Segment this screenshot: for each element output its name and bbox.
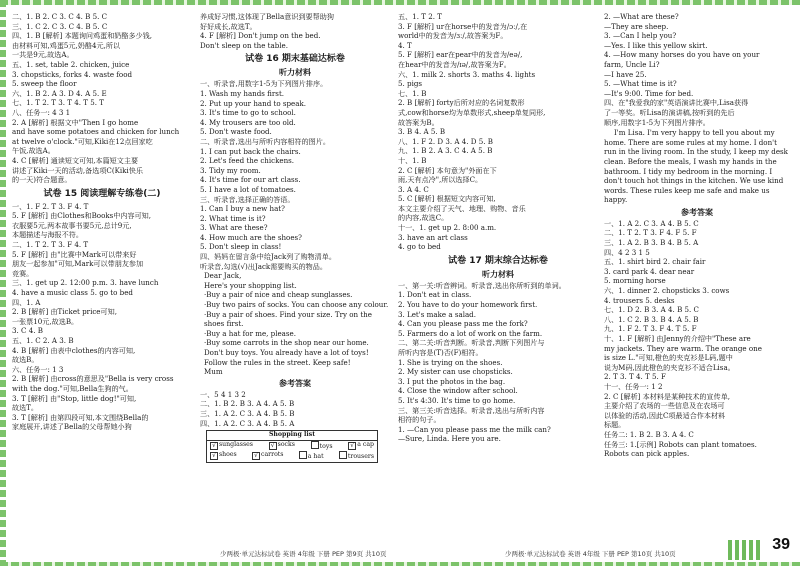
shopping-item-label: shoes xyxy=(219,451,237,459)
col4-listening xyxy=(604,12,790,127)
text-line: 五、1. shirt bird 2. chair fair xyxy=(604,257,706,267)
text-line: 4. C [解析] 通读短文可知,本篇短文主要 xyxy=(12,155,139,165)
text-line: 衣服要5元,两本故事书要5元,总计9元, xyxy=(12,220,132,230)
text-line: at twelve o'clock."可知,Kiki在12点回家吃 xyxy=(12,136,153,146)
text-line: 说为M码,因此橙色的夹克衫不适合Lisa。 xyxy=(604,362,735,372)
text-line: 5. sweep the floor xyxy=(12,79,77,89)
lisa-speech: I'm Lisa. I'm very happy to tell you about my home. There are some rules at my home. I don't run in the living room. In the study, I keep my desk clean. Before the meals, I wash my hands in the bathroom. I tidy my bedroom in the morning. I don't touch hot things in the kitchen. We use kind words. These rules keep me safe and make us happy. xyxy=(604,128,788,205)
text-line: 三、1. C 2. C 3. C 4. B 5. C xyxy=(12,21,108,31)
text-line: —Yes. I like this yellow skirt. xyxy=(604,40,708,50)
text-line: 顺序,用数字1-5为下列图片排序。 xyxy=(604,117,710,127)
text-line: 5. pigs xyxy=(398,79,423,89)
text-line: —They are sheep. xyxy=(604,21,669,31)
footer-right: 少两极·单元达标试卷 英语 4年级 下册 PEP 第10页 共10页 xyxy=(505,550,676,558)
text-line: —It's 9:00. Time for bed. xyxy=(604,88,694,98)
text-line: 3. What are these? xyxy=(200,223,268,233)
text-line: 午饭,故选A。 xyxy=(12,146,55,156)
text-line: 五、1. T 2. T xyxy=(398,12,442,21)
text-line: 3. B 4. A 5. B xyxy=(398,127,446,137)
text-line: 5. Farmers do a lot of work on the farm. xyxy=(398,328,543,338)
shopping-item-label: sunglasses xyxy=(219,440,253,448)
shopping-item xyxy=(311,441,333,452)
text-line: 5. Don't sleep in class! xyxy=(200,242,282,252)
text-line: 五、1. set, table 2. chicken, juice xyxy=(12,59,130,69)
test16-title: 试卷 16 期末基础达标卷 xyxy=(245,54,345,65)
text-line: 1. Can I buy a new hat? xyxy=(200,204,285,214)
text-line: 十、1. B xyxy=(398,155,427,165)
text-line: 竞赛。 xyxy=(12,268,34,278)
text-line: 3. It's time to go to school. xyxy=(200,108,296,118)
col1-answers xyxy=(12,12,192,185)
text-line: 任务二: 1. B 2. B 3. A 4. C xyxy=(604,429,694,439)
shopping-item xyxy=(299,451,324,462)
text-line: 4. have a music class 5. go to bed xyxy=(12,288,133,298)
note-line: ·Buy a pair of nice and cheap sunglasses. xyxy=(204,290,353,300)
test15-title: 试卷 15 阅读理解专练卷(二) xyxy=(43,188,161,199)
text-line: 4. Can you please pass me the fork? xyxy=(398,319,528,329)
text-line: 十、1. F [解析] 由Jenny的介绍中"These are xyxy=(604,334,751,343)
decorative-top-border xyxy=(0,0,800,5)
text-line: 三、1. get up 2. 12:00 p.m. 3. have lunch xyxy=(12,278,159,288)
test16-answers-heading: 参考答案 xyxy=(279,378,311,388)
test17-answers-heading: 参考答案 xyxy=(681,207,713,217)
column-2 xyxy=(200,12,390,465)
text-line: with the dog."可知,Bella生狗的气。 xyxy=(12,383,133,393)
text-line: 六、任务一: 1 3 xyxy=(12,364,64,374)
text-line: 3. I put the photos in the bag. xyxy=(398,376,506,386)
text-line: 4. B [解析] 由表中clothes的内容可知, xyxy=(12,345,136,355)
text-line: 雨,天有点冷",所以选择C。 xyxy=(398,175,483,185)
text-line: 七、1. T 2. T 3. T 4. T 5. T xyxy=(12,98,104,108)
text-line: 3. C 4. B xyxy=(12,326,43,336)
text-line: 5. F [解析] ear在pear中的发音为/eə/, xyxy=(398,50,523,60)
text-line: 本文主要介绍了天气、地理、购物、音乐 xyxy=(398,203,526,213)
text-line: 三、1. A 2. C 3. A 4. B 5. B xyxy=(200,408,295,418)
text-line: 四、1. A xyxy=(12,297,41,307)
text-line: 4. Close the window after school. xyxy=(398,386,518,396)
text-line: 5. It's 4:30. It's time to go home. xyxy=(398,395,516,405)
note-line: ·Buy a pair of shoes. Find your size. Try on the shoes first. xyxy=(204,309,372,329)
text-line: 2. A [解析] 根据文中"Then I go home xyxy=(12,117,139,127)
text-line: 十一、1. get up 2. 8:00 a.m. xyxy=(398,223,497,233)
text-line: 一、1. F 2. T 3. F 4. T xyxy=(12,201,89,211)
text-line: —I have 25. xyxy=(604,69,647,79)
text-line: 2. Let's feed the chickens. xyxy=(200,156,295,166)
note-line: ·Buy two pairs of socks. You can choose any colour. xyxy=(204,300,389,310)
text-line: 在hear中的发音为/ɪə/,故答案为F。 xyxy=(398,59,511,69)
text-line: 朋友一起参加"可知,Mark可以带朋友参加 xyxy=(12,259,144,269)
text-line: 一、第一关:听音辨词。听录音,选出你所听到的单词。 xyxy=(398,280,566,290)
text-line: 式,cow和horse均为单数形式,sheep单复同形, xyxy=(398,107,546,117)
text-line: 3. F [解析] ur在horse中的发音为/ɔː/,在 xyxy=(398,21,528,31)
text-line: 标题。 xyxy=(604,420,626,430)
test17-answers xyxy=(604,219,790,459)
text-line: 4. trousers 5. desks xyxy=(604,295,675,305)
text-line: 家庭展开,讲述了Bella的父母帮她小狗 xyxy=(12,422,132,432)
text-line: 三、听录音,选择正确的答语。 xyxy=(200,194,295,204)
text-line: 1. Don't eat in class. xyxy=(398,290,472,300)
text-line: 2. You have to do your homework first. xyxy=(398,300,538,310)
text-line: 一共是9元,故选A。 xyxy=(12,50,74,60)
checkbox-icon: √ xyxy=(348,442,356,450)
text-line: 相符的句子。 xyxy=(398,415,441,425)
text-line: 二、听录音,选出与所听内容相符的图片。 xyxy=(200,136,330,146)
text-line: 3. Let's make a salad. xyxy=(398,309,476,319)
text-line: 5. F [解析] 由Clothes和Books中内容可知, xyxy=(12,211,152,221)
text-line: 二、1. T 2. T 3. F 4. F 5. F xyxy=(604,228,697,238)
shopping-item xyxy=(210,451,237,462)
shopping-item xyxy=(252,451,283,462)
shopping-item-label: carrots xyxy=(261,451,284,459)
decorative-bottom-border xyxy=(0,562,800,566)
shopping-item xyxy=(210,441,253,452)
note-line: ·Buy a hat for me, please. xyxy=(204,328,296,338)
text-line: 四、妈妈在留言条中给Jack列了购物清单。 xyxy=(200,252,336,262)
text-line: 5. —What time is it? xyxy=(604,79,677,89)
text-line: 任务三: 1.[示例] Robots can plant tomatoes. xyxy=(604,439,757,449)
text-line: 八、任务一: 4 3 1 xyxy=(12,107,71,117)
shopping-item xyxy=(348,441,374,452)
text-line: 4. F [解析] Don't jump on the bed. xyxy=(200,31,321,41)
text-line: 3. card park 4. dear near xyxy=(604,266,695,276)
checkbox-icon: √ xyxy=(269,442,277,450)
shopping-item-label: toys xyxy=(319,442,333,450)
text-line: 由材料可知,鸡蛋5元,奶酪4元,所以 xyxy=(12,40,121,50)
shopping-row xyxy=(207,451,377,462)
text-line: Robots can pick apples. xyxy=(604,449,690,459)
bar xyxy=(735,540,739,560)
text-line: 1. —Can you please pass me the milk can? xyxy=(398,424,551,434)
text-line: 二、1. B 2. B 3. A 4. A 5. B xyxy=(200,399,295,409)
checkbox-icon xyxy=(299,451,307,459)
text-line: 4. T xyxy=(398,40,412,50)
test16-answers xyxy=(200,390,390,428)
text-line: 3. A 4. C xyxy=(398,184,429,194)
shopping-list-box xyxy=(206,430,378,463)
decorative-bars xyxy=(728,540,760,560)
text-line: 3. T [解析] 由"Stop, little dog!"可知, xyxy=(12,393,137,403)
text-line: 讲述了Kiki一天的活动,备选项C(Kiki快乐 xyxy=(12,165,143,175)
col1-answers-b xyxy=(12,202,192,432)
text-line: 三、第三关:听音选择。听录音,选出与所听内容 xyxy=(398,405,545,415)
bar xyxy=(728,540,732,560)
text-line: 九、1. F 2. T 3. F 4. T 5. F xyxy=(604,324,697,334)
text-line: 七、1. D 2. B 3. A 4. B 5. C xyxy=(604,305,699,315)
text-line: 所听内容是(T)否(F)相符。 xyxy=(398,348,483,357)
text-line: 故选T。 xyxy=(12,403,39,413)
shopping-row xyxy=(207,441,377,452)
shopping-item-label: a cap xyxy=(357,440,374,448)
text-line: 一、1. A 2. C 3. A 4. B 5. C xyxy=(604,218,699,228)
text-line: 听录音,勾选(√)出Jack需要购买的物品。 xyxy=(200,261,327,271)
text-line: is size L."可知,橙色的夹克衫是L码,题中 xyxy=(604,353,733,363)
text-line: 一、听录音,用数字1-5为下列图片排序。 xyxy=(200,79,328,89)
text-line: 2. T 3. T 4. T 5. F xyxy=(604,372,666,382)
text-line: 2. —What are these? xyxy=(604,12,679,21)
text-line: 4. go to bed xyxy=(398,242,441,252)
text-line: 3. T [解析] 由第四段可知,本文围绕Bella的 xyxy=(12,412,149,422)
text-line: 六、1. dinner 2. chopsticks 3. cows xyxy=(604,286,730,296)
text-line: 二、1. T 2. T 3. F 4. T xyxy=(12,240,89,250)
note-lines xyxy=(204,281,390,367)
shopping-item xyxy=(339,451,374,462)
page-number: 39 xyxy=(772,536,790,553)
text-line: 4. How much are the shoes? xyxy=(200,232,302,242)
text-line: 1. I can put back the chairs. xyxy=(200,146,301,156)
shopping-item-label: socks xyxy=(277,440,295,448)
bar xyxy=(742,540,746,560)
text-line: my jackets. They are warm. The orange one xyxy=(604,343,762,353)
shopping-note xyxy=(200,271,390,377)
text-line: 3. —Can I help you? xyxy=(604,31,677,41)
text-line: 四、1. A 2. C 3. A 4. B 5. A xyxy=(200,418,295,428)
note-line: ·Buy some carrots in the shop near our home. Don't buy toys. You already have a lot of toys! xyxy=(204,338,369,357)
bar xyxy=(756,540,760,560)
test16-listening-heading: 听力材料 xyxy=(279,68,311,78)
text-line: 四、4 2 3 1 5 xyxy=(604,247,650,257)
text-line: Don't sleep on the table. xyxy=(200,40,288,50)
bar xyxy=(749,540,753,560)
col3-answers xyxy=(398,12,598,252)
text-line: 5. C [解析] 根据短文内容可知, xyxy=(398,194,496,204)
text-line: 3. Tidy my room. xyxy=(200,165,261,175)
checkbox-icon: √ xyxy=(252,452,260,460)
text-line: 4. My trousers are too old. xyxy=(200,117,296,127)
decorative-left-border xyxy=(0,0,6,566)
text-line: 5. I have a lot of tomatoes. xyxy=(200,184,296,194)
text-line: 三、1. A 2. B 3. B 4. B 5. A xyxy=(604,238,699,248)
text-line: 好好成长,故选T。 xyxy=(200,21,257,31)
text-line: 二、第二关:听音判断。听录音,判断下列图片与 xyxy=(398,338,545,348)
text-line: 本题描述与海报不符。 xyxy=(12,230,83,240)
note-sign: Mum xyxy=(204,367,223,377)
shopping-item-label: trousers xyxy=(347,453,374,461)
text-line: 的内容,故选C。 xyxy=(398,213,449,223)
text-line: 四、在"我爱我的家"英语演讲比赛中,Lisa获得 xyxy=(604,98,749,108)
text-line: 八、1. C 2. B 3. B 4. A 5. B xyxy=(604,314,699,324)
text-line: 六、1. milk 2. shorts 3. maths 4. lights xyxy=(398,69,536,79)
text-line: farm, Uncle Li? xyxy=(604,59,660,69)
text-line: 养成好习惯,这体现了Bella意识到要帮助狗 xyxy=(200,12,334,21)
text-line: 5. Don't waste food. xyxy=(200,127,272,137)
checkbox-icon xyxy=(339,451,347,459)
test17-title: 试卷 17 期末综合达标卷 xyxy=(448,255,548,266)
text-line: 1. She is trying on the shoes. xyxy=(398,357,503,367)
text-line: 1. Wash my hands first. xyxy=(200,88,285,98)
text-line: 4. —How many horses do you have on your xyxy=(604,50,760,60)
text-line: 二、1. B 2. C 3. C 4. B 5. C xyxy=(12,12,108,21)
checkbox-icon: √ xyxy=(210,442,218,450)
text-line: 2. What time is it? xyxy=(200,213,266,223)
test17-listening-heading: 听力材料 xyxy=(482,269,514,279)
checkbox-icon xyxy=(311,441,319,449)
text-line: 八、1. F 2. D 3. A 4. D 5. B xyxy=(398,136,493,146)
text-line: 以体验的活动,因此C项最适合作本材料 xyxy=(604,410,726,420)
text-line: 六、1. B 2. A 3. D 4. A 5. E xyxy=(12,88,107,98)
text-line: 2. C [解析] 本句意为"外面在下 xyxy=(398,165,497,175)
text-line: 5. F [解析] 由"比赛中Mark可以带来好 xyxy=(12,249,137,259)
text-line: 四、1. B [解析] 本题询问鸡蛋和奶酪多少钱, xyxy=(12,31,153,41)
text-line: world中的发音为/ɜː/,故答案为F。 xyxy=(398,31,508,41)
text-line: 2. B [解析] 由cross的意思及"Bella is very cross xyxy=(12,374,174,384)
text-line: 故答案为B。 xyxy=(398,117,439,127)
shopping-item xyxy=(269,441,295,452)
col3-listening xyxy=(398,281,598,444)
text-line: 5. morning horse xyxy=(604,276,666,286)
text-line: 2. B [解析] 由Ticket price可知, xyxy=(12,307,117,317)
note-greeting: Dear Jack, xyxy=(204,271,242,281)
column-1 xyxy=(12,12,192,432)
shopping-item-label: a hat xyxy=(307,453,324,461)
text-line: 主要介绍了农场的一些信息及在农场可 xyxy=(604,401,725,411)
text-line: 九、1. B 2. A 3. C 4. A 5. B xyxy=(398,146,493,156)
text-line: 十一、任务一: 1 2 xyxy=(604,381,663,391)
column-3 xyxy=(398,12,598,444)
text-line: 2. B [解析] forty后所对应的名词复数形 xyxy=(398,98,525,108)
text-line: and have some potatoes and chicken for lunch xyxy=(12,127,180,137)
text-line: 了一等奖。听Lisa的演讲稿,按听到的先后 xyxy=(604,107,735,117)
text-line: 3. have an art class xyxy=(398,232,468,242)
note-line: Here's your shopping list. xyxy=(204,280,297,290)
text-line: 3. chopsticks, forks 4. waste food xyxy=(12,69,133,79)
text-line: 一、5 4 1 3 2 xyxy=(200,389,246,399)
text-line: 2. Put up your hand to speak. xyxy=(200,98,307,108)
col2-listening xyxy=(200,79,390,271)
text-line: —Sure, Linda. Here you are. xyxy=(398,434,501,444)
text-line: 2. My sister can use chopsticks. xyxy=(398,367,513,377)
checkbox-icon: √ xyxy=(210,452,218,460)
footer-left: 少两极·单元达标试卷 英语 4年级 下册 PEP 第9页 共10页 xyxy=(220,550,387,558)
text-line: 故选B。 xyxy=(12,355,39,365)
col2-answers xyxy=(200,12,390,50)
column-4 xyxy=(604,12,790,459)
shopping-list-title: Shopping list xyxy=(207,431,377,441)
text-line: 2. C [解析] 本材料是某种技术的宣传单, xyxy=(604,391,731,401)
text-line: 一张票10元,故选B。 xyxy=(12,316,79,326)
text-line: 的一天)符合题意。 xyxy=(12,175,72,185)
text-line: 五、1. C 2. A 3. B xyxy=(12,336,74,345)
text-line: 4. It's time for our art class. xyxy=(200,175,301,185)
text-line: 七、1. B xyxy=(398,88,427,98)
note-line: Follow the rules in the street. Keep safe! xyxy=(204,357,351,367)
